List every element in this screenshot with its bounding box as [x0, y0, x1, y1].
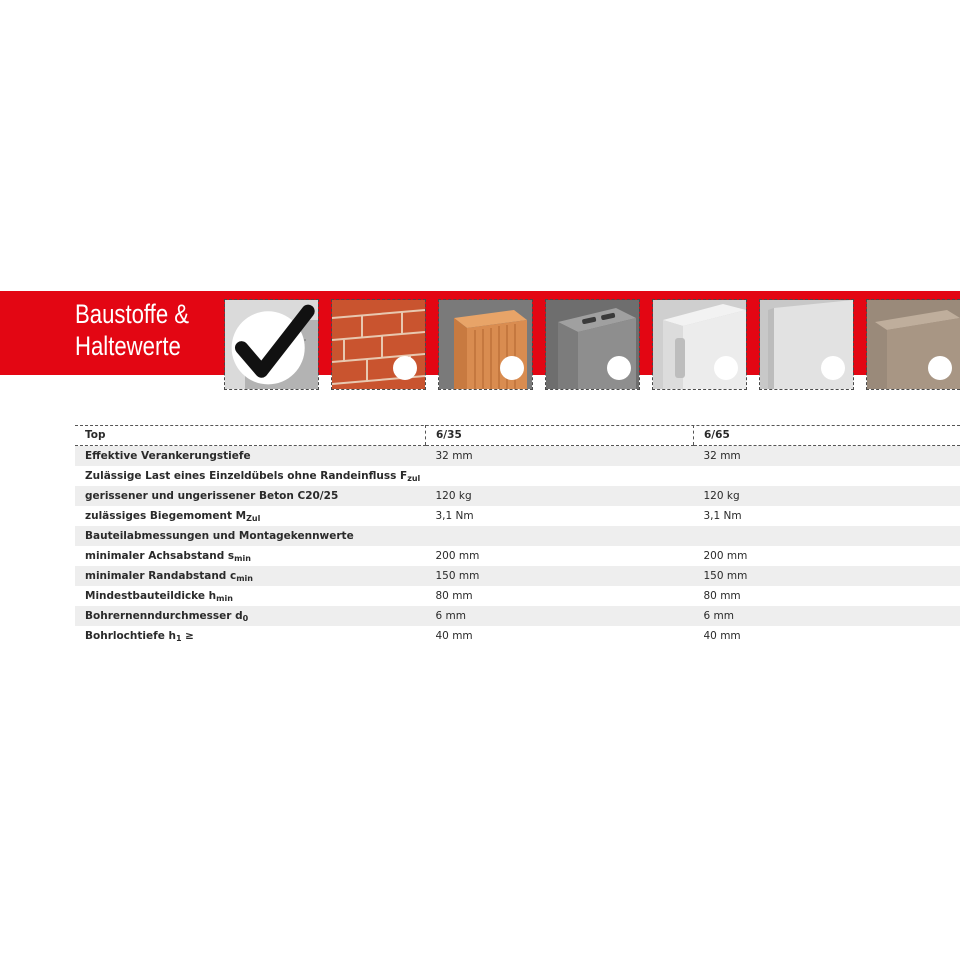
material-concrete-tile[interactable] — [224, 299, 319, 390]
row-value-6-65: 6 mm — [694, 606, 960, 626]
row-label: Effektive Verankerungstiefe — [75, 446, 426, 467]
row-value-6-35: 3,1 Nm — [435, 510, 474, 522]
checkmark-icon — [225, 300, 318, 389]
header-label: Top — [75, 425, 426, 446]
section-title-line2: Haltewerte — [75, 331, 181, 361]
row-value-6-65: 150 mm — [694, 566, 960, 586]
row-label: minimaler Randabstand $c_{min}$ — [75, 566, 426, 586]
row-label: Bauteilabmessungen und Montagekennwerte — [75, 526, 426, 546]
row-value-6-35: 120 kg — [426, 486, 694, 506]
row-label: Bohrlochtiefe $h_1$ ≥ — [85, 630, 194, 643]
material-plasterboard-tile[interactable] — [759, 299, 854, 390]
row-value-6-35 — [426, 466, 694, 486]
row-value-6-65: 40 mm — [703, 630, 741, 642]
row-value-6-35: 32 mm — [426, 446, 694, 467]
unselected-marker-icon — [714, 356, 738, 380]
table-header-row — [75, 425, 960, 446]
row-value-6-35: 40 mm — [435, 630, 473, 642]
material-natural-stone-tile[interactable] — [866, 299, 960, 390]
table-row — [75, 586, 960, 606]
material-lightweight-concrete-block-tile[interactable] — [545, 299, 640, 390]
section-title-line1: Baustoffe & — [75, 299, 190, 329]
row-label: minimaler Achsabstand $s_{min}$ — [85, 550, 251, 563]
row-value-6-35: 6 mm — [426, 606, 694, 626]
unselected-marker-icon — [607, 356, 631, 380]
material-aerated-concrete-tile[interactable] — [652, 299, 747, 390]
row-label: Bohrernenndurchmesser $d_0$ — [75, 606, 426, 626]
material-perforated-brick-tile[interactable] — [438, 299, 533, 390]
unselected-marker-icon — [393, 356, 417, 380]
unselected-marker-icon — [821, 356, 845, 380]
table-row — [75, 566, 960, 586]
table-row — [75, 626, 960, 646]
spec-table — [75, 425, 960, 646]
row-label: zulässiges Biegemoment $M_{Zul}$ — [85, 510, 261, 523]
row-value-6-35: 80 mm — [435, 590, 473, 602]
unselected-marker-icon — [928, 356, 952, 380]
row-value-6-65: 3,1 Nm — [703, 510, 742, 522]
table-row — [75, 526, 960, 546]
material-solid-brick-tile[interactable] — [331, 299, 426, 390]
table-row — [75, 486, 960, 506]
row-value-6-65: 80 mm — [703, 590, 741, 602]
row-label: gerissener und ungerissener Beton C20/25 — [75, 486, 426, 506]
table-row — [75, 466, 960, 486]
row-value-6-65 — [694, 466, 960, 486]
header-col-6-35: 6/35 — [426, 425, 694, 446]
row-label: Mindestbauteildicke $h_{min}$ — [85, 590, 233, 603]
table-row — [75, 546, 960, 566]
row-value-6-65: 200 mm — [703, 550, 748, 562]
row-value-6-35: 150 mm — [426, 566, 694, 586]
row-value-6-65: 32 mm — [694, 446, 960, 467]
row-value-6-65: 120 kg — [694, 486, 960, 506]
row-value-6-35: 200 mm — [435, 550, 480, 562]
table-row — [75, 446, 960, 467]
header-col-6-65: 6/65 — [694, 425, 960, 446]
row-label: Zulässige Last eines Einzeldübels ohne Randeinfluss $F_{zul}$ — [85, 470, 421, 483]
table-row — [75, 506, 960, 526]
row-value-6-35 — [426, 526, 694, 546]
unselected-marker-icon — [500, 356, 524, 380]
row-value-6-65 — [694, 526, 960, 546]
table-row — [75, 606, 960, 626]
section-title — [75, 298, 189, 362]
